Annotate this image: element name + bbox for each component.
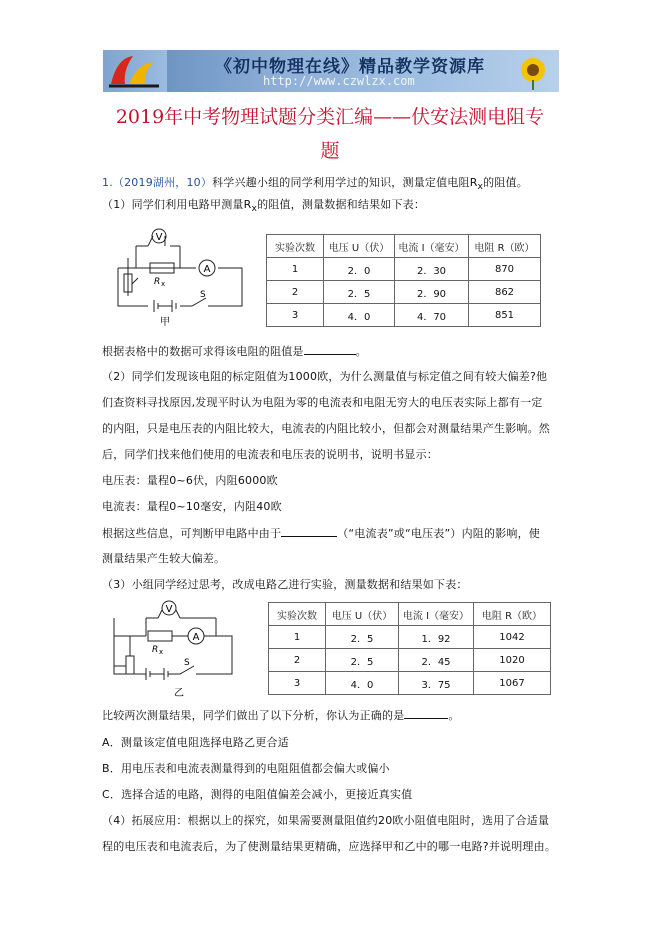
table-row: 1 2．5 1．92 1042: [269, 626, 551, 649]
question-intro: 1.（2019湖州，10）科学兴趣小组的同学利用学过的知识，测量定值电阻$R_x$的阻值。: [102, 176, 528, 193]
part-1-prompt: （1）同学们利用电路甲测量$R_x$的阻值，测量数据和结果如下表：: [102, 198, 426, 215]
part-2-line: 们查资料寻找原因,发现平时认为电阻为零的电流表和电阻无穷大的电压表实际上都有一定: [102, 396, 543, 409]
part-3-question: 比较两次测量结果，同学们做出了以下分析，你认为正确的是 。: [102, 709, 460, 722]
logo-icon: [103, 50, 167, 92]
table1-header: 实验次数: [267, 235, 324, 258]
table1-header: 电流 I（毫安）: [395, 235, 469, 258]
table1-header: 电压 U（伏）: [324, 235, 395, 258]
header-banner: [103, 50, 559, 92]
part-1-question: 根据表格中的数据可求得该电阻的阻值是 。: [102, 345, 367, 358]
table-row: 1 2．0 2．30 870: [267, 258, 541, 281]
sunflower-icon: [513, 54, 553, 90]
circuit-diagram-b: [104, 598, 244, 702]
option-b: B．用电压表和电流表测量得到的电阻阻值都会偏大或偏小: [102, 762, 390, 775]
resistor-rx: [148, 631, 172, 641]
option-c: C．选择合适的电路，测得的电阻值偏差会减小，更接近真实值: [102, 788, 413, 801]
ammeter-spec: 电流表：量程0~10毫安，内阻40欧: [102, 500, 282, 513]
rheostat-slider: [132, 278, 138, 284]
table-row: 2 2．5 2．45 1020: [269, 649, 551, 672]
document-title-line-2: 题: [320, 140, 340, 162]
part-2-question: 根据这些信息，可判断甲电路中由于 （“电流表”或“电压表”）内阻的影响，使: [102, 527, 540, 540]
part-4-line: （4）拓展应用：根据以上的探究，如果需要测量阻值约20欧小阻值电阻时，选用了合适量: [102, 814, 550, 827]
answer-blank: [404, 708, 448, 719]
part-2-line: 后，同学们找来他们使用的电流表和电压表的说明书，说明书显示：: [102, 448, 438, 461]
answer-blank: [304, 344, 356, 355]
answer-blank: [281, 526, 337, 537]
part-2-question-end: 测量结果产生较大偏差。: [102, 552, 226, 565]
svg-text:A: A: [203, 264, 211, 275]
site-logo: [103, 50, 167, 92]
part-2-line: 的内阻，只是电压表的内阻比较大，电流表的内阻比较小，但都会对测量结果产生影响。然: [102, 422, 550, 435]
table2-header: 电流 I（毫安）: [399, 603, 474, 626]
svg-text:甲: 甲: [160, 317, 170, 328]
voltmeter-spec: 电压表：量程0~6伏，内阻6000欧: [102, 474, 278, 487]
svg-text:R: R: [154, 277, 161, 287]
table1-header: 电阻 R（欧）: [469, 235, 541, 258]
svg-text:S: S: [184, 658, 190, 668]
table2-header: 电阻 R（欧）: [474, 603, 551, 626]
table-row: 3 4．0 4．70 851: [267, 304, 541, 327]
svg-text:x: x: [159, 648, 164, 656]
svg-text:S: S: [200, 290, 206, 300]
question-number-source: 1.（2019湖州，10）: [102, 176, 213, 189]
part-3-prompt: （3）小组同学经过思考，改成电路乙进行实验，测量数据和结果如下表：: [102, 578, 468, 591]
table-row: 3 4．0 3．75 1067: [269, 672, 551, 695]
option-a: A．测量该定值电阻选择电路乙更合适: [102, 736, 289, 749]
svg-text:x: x: [161, 280, 166, 288]
circuit-diagram-a: [110, 218, 250, 330]
svg-text:V: V: [155, 232, 163, 243]
table2-header: 电压 U（伏）: [326, 603, 399, 626]
part-4-line: 程的电压表和电流表后，为了使测量结果更精确，应选择甲和乙中的哪一电路?并说明理由。: [102, 840, 557, 853]
part-2-line: （2）同学们发现该电阻的标定阻值为1000欧，为什么测量值与标定值之间有较大偏差?他: [102, 370, 548, 383]
banner-title: 《初中物理在线》精品教学资源库: [215, 57, 485, 77]
document-title-line-1: 2019年中考物理试题分类汇编——伏安法测电阻专: [115, 106, 545, 128]
svg-text:R: R: [152, 645, 159, 655]
data-table-1: [266, 234, 541, 327]
banner-url: http://www.czwlzx.com: [263, 74, 415, 88]
svg-text:乙: 乙: [174, 688, 184, 699]
table2-header: 实验次数: [269, 603, 326, 626]
table-row: 2 2．5 2．90 862: [267, 281, 541, 304]
svg-text:V: V: [165, 604, 173, 615]
svg-text:A: A: [192, 632, 200, 643]
data-table-2: [268, 602, 551, 695]
